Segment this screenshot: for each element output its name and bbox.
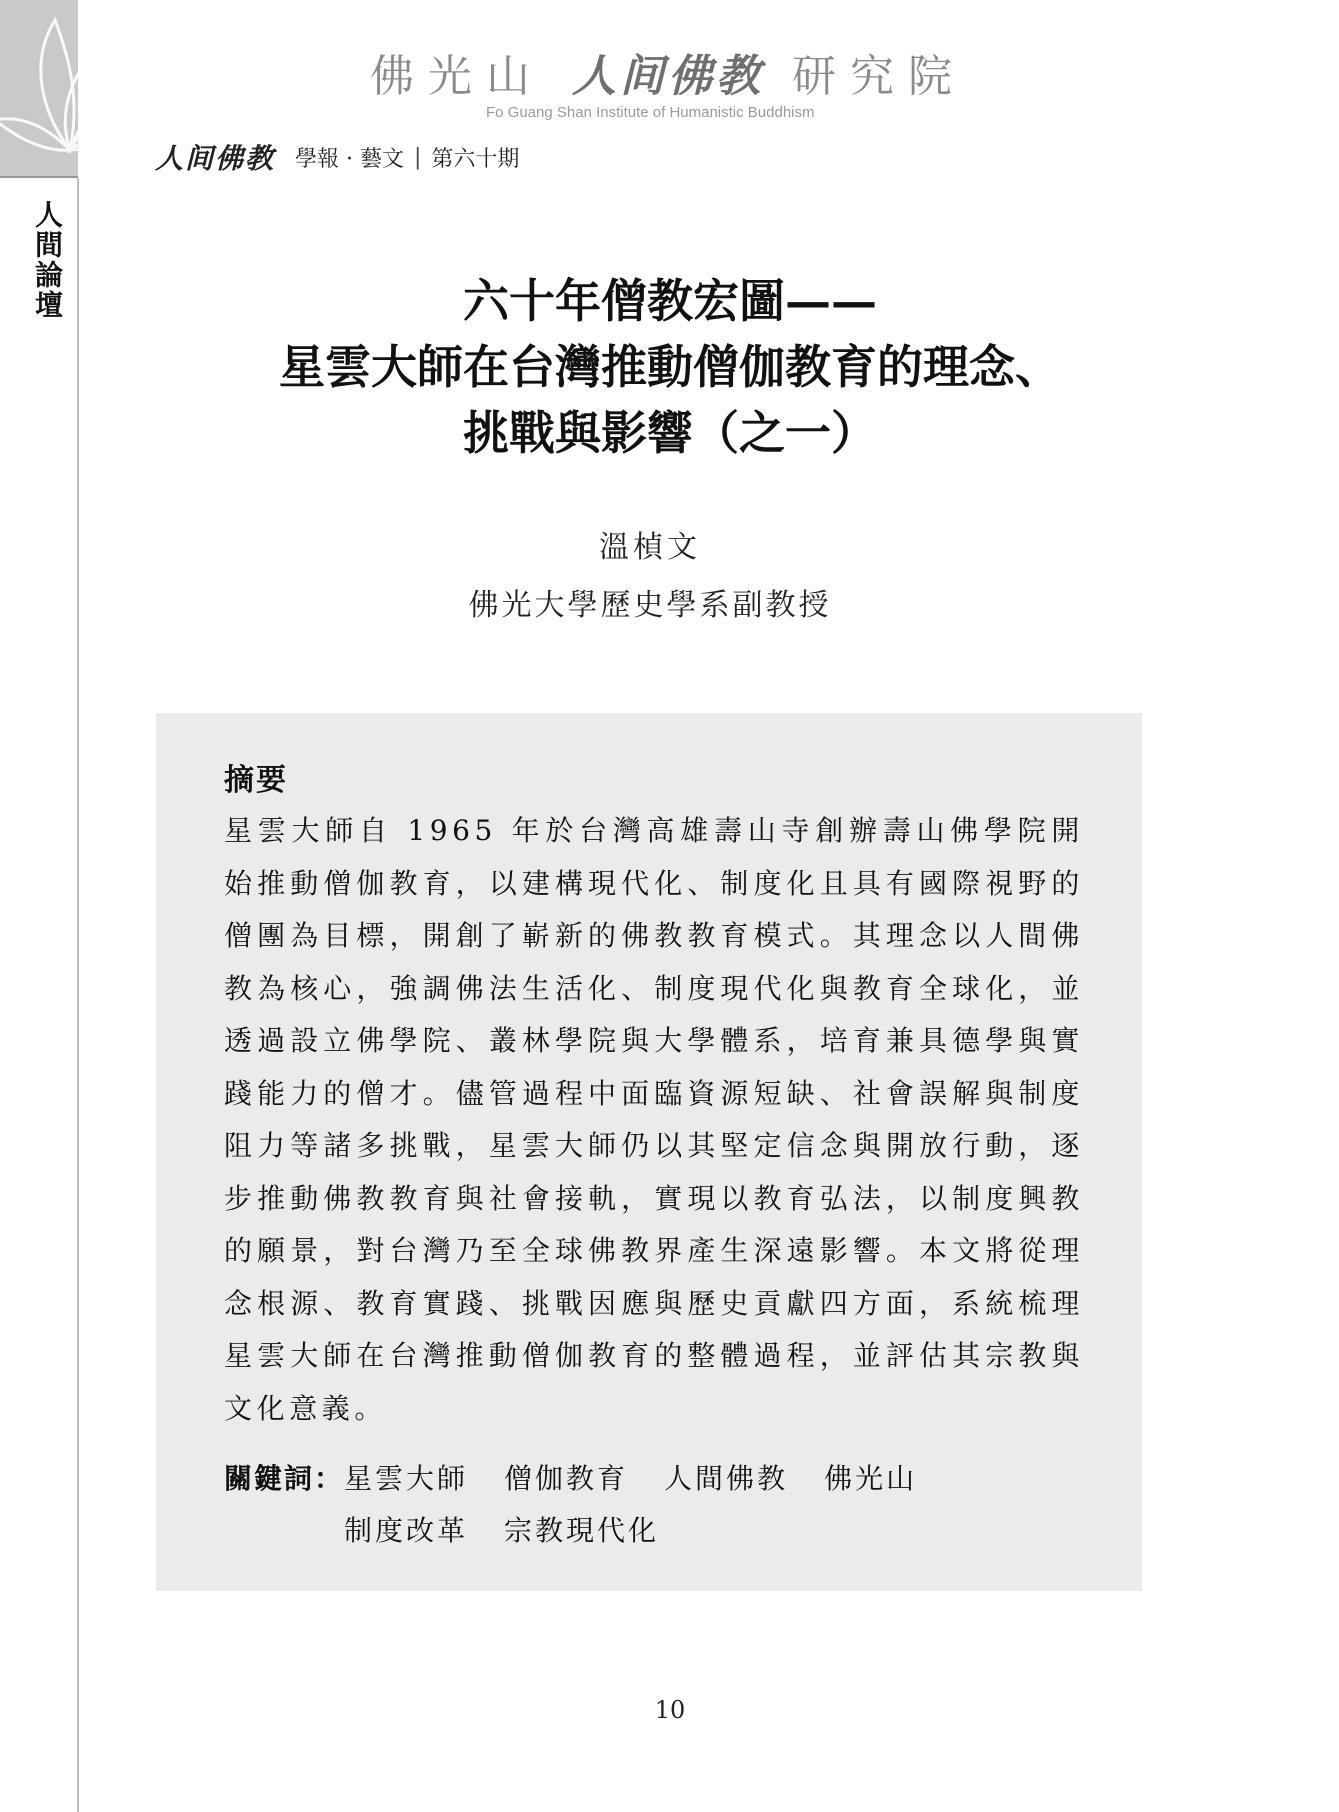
keywords-list — [344, 1453, 964, 1557]
abstract-heading: 摘要 — [224, 763, 288, 798]
author-affiliation: 佛光大學歷史學系副教授 — [468, 588, 832, 623]
institute-brand-left: 佛光山 — [370, 51, 544, 102]
journal-section: 學報 · 藝文 — [295, 146, 404, 172]
section-side-tab: 人間論壇 — [31, 200, 64, 320]
keyword: 人間佛教 — [664, 1462, 789, 1495]
keyword: 星雲大師 — [344, 1462, 469, 1495]
keywords-row — [224, 1453, 1084, 1557]
title-line-1: 六十年僧教宏圖—— — [463, 274, 877, 328]
title-line-2: 星雲大師在台灣推動僧伽教育的理念、 — [279, 340, 1061, 394]
author-name: 溫楨文 — [599, 530, 701, 565]
journal-issue: 第六十期 — [431, 146, 520, 172]
abstract-box — [156, 713, 1142, 1591]
abstract-body: 星雲大師自 1965 年於台灣高雄壽山寺創辦壽山佛學院開始推動僧伽教育，以建構現代化、制度化且具有國際視野的僧團為目標，開創了嶄新的佛教教育模式。其理念以人間佛教為核心，強調佛法生活化、制度現代化與教育全球化，並透過設立佛學院、叢林學院與大學體系，培育兼具德學與實踐能力的僧才。儘管過程中面臨資源短缺、社會誤解與制度阻力等諸多挑戰，星雲大師仍以其堅定信念與開放行動，逐步推動佛教教育與社會接軌，實現以教育弘法，以制度興教的願景，對台灣乃至全球佛教界產生深遠影響。本文將從理念根源、教育實踐、挑戰因應與歷史貢獻四方面，系統梳理星雲大師在台灣推動僧伽教育的整體過程，並評估其宗教與文化意義。 — [224, 814, 1084, 1425]
institute-name — [370, 40, 970, 104]
institute-brand-mid: 人间佛教 — [572, 51, 764, 102]
journal-brand: 人间佛教 — [155, 142, 276, 175]
institute-brand-right: 研究院 — [792, 51, 966, 102]
margin-left-rule — [77, 178, 79, 1812]
keywords-label: 關鍵詞： — [224, 1462, 345, 1495]
keyword: 佛光山 — [824, 1462, 918, 1495]
keyword: 僧伽教育 — [504, 1462, 629, 1495]
journal-header — [155, 140, 519, 174]
article-title — [150, 268, 1190, 466]
page-number: 10 — [654, 1696, 686, 1724]
header-divider: | — [414, 144, 422, 170]
keyword: 制度改革 — [344, 1514, 469, 1547]
keyword: 宗教現代化 — [504, 1514, 660, 1547]
institute-english-name: Fo Guang Shan Institute of Humanistic Buddhism — [486, 104, 815, 121]
title-line-3: 挑戰與影響（之一） — [463, 406, 877, 460]
